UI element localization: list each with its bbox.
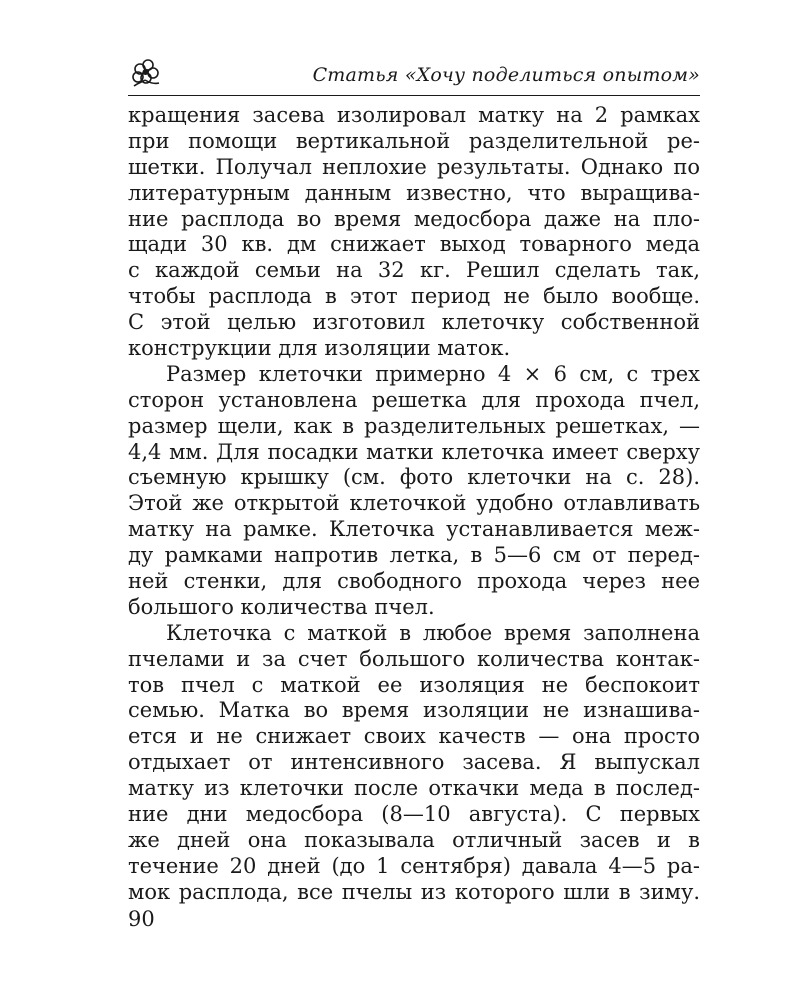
text-line: С этой целью изготовил клеточку собственной xyxy=(128,310,700,335)
paragraph-first-line: Клеточка с маткой в любое время заполнена xyxy=(166,620,700,645)
header-rule xyxy=(128,95,700,96)
text-line: семью. Матка во время изоляции не изнашива- xyxy=(128,698,700,723)
paragraph-end-line: большого количества пчел. xyxy=(128,594,435,619)
paragraph-end-line: конструкции для изоляции маток. xyxy=(128,336,511,361)
text-line: шетки. Получал неплохие результаты. Однако по xyxy=(128,154,700,179)
text-line: кращения засева изолировал матку на 2 рамках xyxy=(128,103,700,127)
paragraph-first-line: Размер клеточки примерно 4 × 6 см, с трех xyxy=(166,361,700,386)
text-line: ней стенки, для свободного прохода через нее xyxy=(128,569,700,594)
text-line: сторон установлена решетка для прохода пчел, xyxy=(128,387,700,412)
text-line: 4,4 мм. Для посадки матки клеточка имеет сверху xyxy=(128,439,700,464)
text-line: тов пчел с маткой ее изоляция не беспокоит xyxy=(128,672,700,697)
text-line: щади 30 кв. дм снижает выход товарного меда xyxy=(128,232,700,257)
text-line: ду рамками напротив летка, в 5—6 см от перед- xyxy=(128,543,700,568)
text-line: ние расплода во время медосбора даже на пло- xyxy=(128,206,700,231)
text-line: ние дни медосбора (8—10 августа). С первых xyxy=(128,802,700,827)
text-line: же дней она показывала отличный засев и в xyxy=(128,827,700,852)
page-number: 90 xyxy=(128,907,155,931)
text-line: мок расплода, все пчелы из которого шли в зиму. xyxy=(128,879,700,904)
text-line: литературным данным известно, что выращива- xyxy=(128,180,700,205)
text-line: отдыхает от интенсивного засева. Я выпускал xyxy=(128,750,700,775)
running-header xyxy=(128,56,700,92)
text-line: Этой же открытой клеточкой удобно отлавливать xyxy=(128,491,700,516)
text-line: с каждой семьи на 32 кг. Решил сделать так, xyxy=(128,258,700,283)
running-title: Статья «Хочу поделиться опытом» xyxy=(312,64,700,86)
text-line: матку из клеточки после откачки меда в послед- xyxy=(128,776,700,801)
text-line: съемную крышку (см. фото клеточки на с. 28). xyxy=(128,465,700,490)
text-line: чтобы расплода в этот период не было вообще. xyxy=(128,284,700,309)
text-line: при помощи вертикальной разделительной ре- xyxy=(128,128,700,153)
text-line: матку на рамке. Клеточка устанавливается меж- xyxy=(128,517,700,542)
body-text xyxy=(128,103,700,906)
text-line: пчелами и за счет большого количества контак- xyxy=(128,646,700,671)
text-line: размер щели, как в разделительных решетках, — xyxy=(128,413,700,438)
text-line: ется и не снижает своих качеств — она просто xyxy=(128,724,700,749)
text-line: течение 20 дней (до 1 сентября) давала 4—5 ра- xyxy=(128,853,700,878)
flower-icon xyxy=(128,56,164,92)
